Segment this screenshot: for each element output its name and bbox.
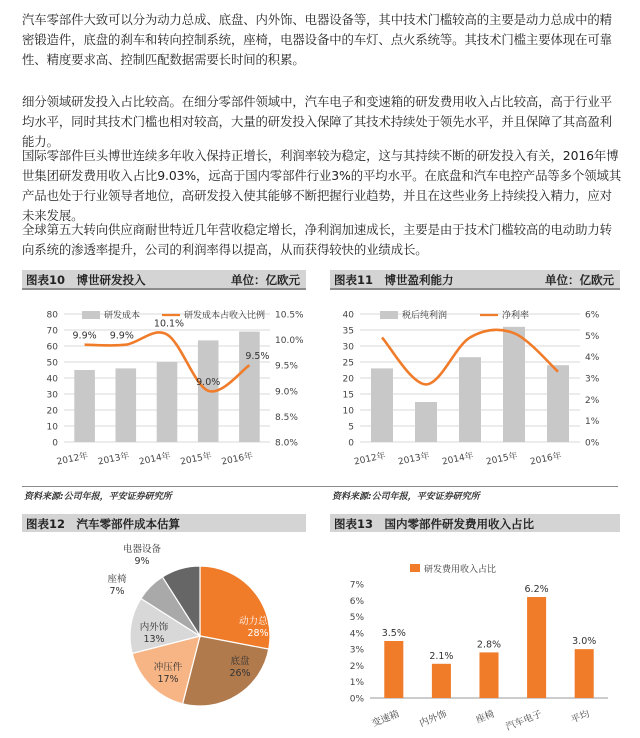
y2-tick-label: 8.0% (275, 438, 298, 449)
y-tick-label: 5 (348, 422, 354, 433)
x-tick-label: 汽车电子 (504, 708, 544, 734)
y-tick-label: 25 (342, 358, 354, 369)
y2-tick-label: 1% (585, 417, 600, 428)
pie-value: 17% (157, 674, 179, 685)
data-label: 2.1% (429, 650, 454, 662)
x-tick-label: 内外饰 (417, 708, 449, 730)
legend-swatch (410, 564, 420, 572)
data-label: 9.9% (72, 330, 97, 342)
pie-value: 26% (229, 668, 251, 679)
pie-value: 7% (109, 586, 125, 597)
y2-tick-label: 8.5% (275, 412, 298, 423)
figure-13-header (330, 514, 620, 532)
figure-11-chart (330, 290, 620, 480)
bar (432, 664, 451, 698)
y-tick-label: 0 (52, 438, 58, 449)
bar (74, 370, 95, 442)
x-tick-label: 2015年 (485, 451, 519, 468)
bar (157, 362, 178, 442)
x-tick-label: 2012年 (353, 451, 387, 468)
y-tick-label: 10 (342, 406, 354, 417)
y-tick-label: 80 (46, 310, 58, 321)
x-tick-label: 2013年 (97, 451, 131, 468)
bar (371, 368, 393, 442)
data-label: 2.8% (476, 639, 502, 651)
data-label: 3.0% (572, 636, 597, 648)
pie-label: 内外饰 (139, 622, 169, 633)
legend-line-label: 研发成本占收入比例 (184, 311, 266, 321)
y-tick-label: 0% (349, 694, 364, 705)
y-tick-label: 30 (46, 390, 58, 401)
pie-label: 电器设备 (122, 544, 162, 555)
bar (479, 652, 498, 698)
bar (116, 368, 137, 442)
x-tick-label: 2014年 (441, 451, 475, 468)
y-tick-label: 50 (46, 358, 58, 369)
y2-tick-label: 10.0% (275, 336, 304, 347)
y2-tick-label: 2% (585, 395, 600, 406)
data-label: 10.1% (153, 318, 185, 330)
y-tick-label: 3% (349, 645, 364, 656)
figure-12-title: 图表12 汽车零部件成本估算 (26, 517, 181, 531)
x-tick-label: 2014年 (138, 451, 172, 468)
y-tick-label: 20 (342, 374, 354, 385)
x-tick-label: 平均 (569, 708, 592, 726)
x-tick-label: 2013年 (397, 451, 431, 468)
figure-13-chart (330, 534, 620, 734)
paragraph-bosch: 国际零部件巨头博世连续多年收入保持正增长，利润率较为稳定，这与其持续不断的研发投入有关，2016年博世集团研发费用收入占比9.03%，远高于国内零部件行业3%的平均水平。在底盘和汽车电控产品等多个领域其产品也处于行业领导者地位，高研发投入使其能够不断把握行业趋势，并且在这些业务上持续投入精力，应对未来发展。 (22, 148, 622, 223)
figure-10-header (22, 270, 306, 290)
pie-label: 底盘 (230, 656, 250, 667)
y-tick-label: 70 (46, 326, 58, 337)
y2-tick-label: 9.0% (275, 387, 298, 398)
pie-value: 28% (247, 628, 269, 639)
figure-11-source: 资料来源:公司年报，平安证券研究所 (332, 492, 480, 502)
x-tick-label: 2016年 (529, 451, 563, 468)
bar (503, 327, 525, 442)
bar (527, 597, 546, 698)
y-tick-label: 60 (46, 342, 58, 353)
paragraph-rd-ratio: 细分领域研发投入占比较高。在细分零部件领域中，汽车电子和变速箱的研发费用收入占比较高，高于行业平均水平，同时其技术门槛也相对较高，大量的研发投入保障了其技术持续处于领先水平，并且保障了其高盈利能力。 (22, 94, 612, 149)
y-tick-label: 2% (349, 661, 364, 672)
y-tick-label: 5% (349, 613, 364, 624)
y2-tick-label: 0% (585, 438, 600, 449)
data-label: 6.2% (524, 584, 549, 596)
figure-13-title: 图表13 国内零部件研发费用收入占比 (334, 517, 535, 531)
data-label: 3.5% (381, 628, 406, 639)
bar (239, 332, 260, 442)
y-tick-label: 20 (46, 406, 58, 417)
y2-tick-label: 6% (585, 310, 600, 321)
y2-tick-label: 4% (585, 353, 600, 364)
y-tick-label: 7% (349, 580, 364, 591)
y-tick-label: 15 (342, 390, 354, 401)
x-tick-label: 2015年 (179, 451, 213, 468)
paragraph-nexteer: 全球第五大转向供应商耐世特近几年营收稳定增长，净利润加速成长，主要是由于技术门槛较高的电动助力转向系统的渗透率提升，公司的利润率得以提高，从而获得较快的业绩成长。 (22, 222, 612, 257)
figure-12-chart (22, 534, 306, 734)
source-rule (22, 486, 618, 487)
y-tick-label: 4% (349, 629, 364, 640)
figure-10-title: 图表10 博世研发投入 (26, 273, 146, 287)
figure-11-header (330, 270, 620, 290)
data-label: 9.0% (196, 376, 221, 388)
pie-label: 座椅 (107, 574, 127, 585)
y-tick-label: 0 (348, 438, 354, 449)
bar (547, 365, 569, 442)
y2-tick-label: 5% (585, 331, 600, 342)
bar (384, 641, 403, 698)
pie-value: 9% (134, 556, 150, 567)
figure-11-unit: 单位：亿欧元 (545, 273, 614, 287)
bar (415, 402, 437, 442)
x-tick-label: 2016年 (220, 451, 255, 468)
figure-10-source: 资料来源:公司年报，平安证券研究所 (24, 492, 172, 502)
figure-12-header (22, 514, 306, 532)
legend-bar-swatch (380, 311, 398, 319)
paragraph-parts-classification: 汽车零部件大致可以分为动力总成、底盘、内外饰、电器设备等，其中技术门槛较高的主要是动力总成中的精密锻造件，底盘的刹车和转向控制系统，座椅，电器设备中的车灯、点火系统等。其技术门槛主要体现在可靠性、精度要求高、控制匹配数据需要长时间的积累。 (22, 12, 612, 67)
pie-value: 13% (143, 634, 165, 645)
y-tick-label: 6% (349, 596, 364, 607)
legend-bar-label: 研发成本 (104, 311, 141, 321)
x-tick-label: 变速箱 (370, 708, 401, 730)
pie-label: 动力总成 (238, 616, 278, 627)
y2-tick-label: 3% (585, 374, 600, 385)
figure-10-chart (22, 290, 306, 480)
bar (459, 357, 481, 442)
y-tick-label: 30 (342, 342, 354, 353)
x-tick-label: 2012年 (55, 451, 90, 468)
data-label: 9.5% (245, 351, 270, 363)
data-label: 9.9% (109, 330, 134, 342)
pie-label: 冲压件 (153, 662, 183, 673)
legend-line-label: 净利率 (502, 311, 530, 321)
figure-10-unit: 单位：亿欧元 (231, 273, 300, 287)
y-tick-label: 10 (46, 422, 58, 433)
bar (575, 649, 594, 698)
y-tick-label: 40 (342, 310, 354, 321)
x-tick-label: 座椅 (474, 708, 497, 726)
y2-tick-label: 9.5% (275, 361, 298, 372)
figure-11-title: 图表11 博世盈利能力 (334, 273, 454, 287)
y2-tick-label: 10.5% (275, 310, 304, 321)
legend-label: 研发费用收入占比 (424, 565, 497, 575)
legend-bar-swatch (82, 311, 100, 319)
legend-bar-label: 税后纯利润 (402, 311, 448, 321)
y-tick-label: 35 (342, 326, 354, 337)
y-tick-label: 40 (46, 374, 58, 385)
y-tick-label: 1% (349, 678, 364, 689)
